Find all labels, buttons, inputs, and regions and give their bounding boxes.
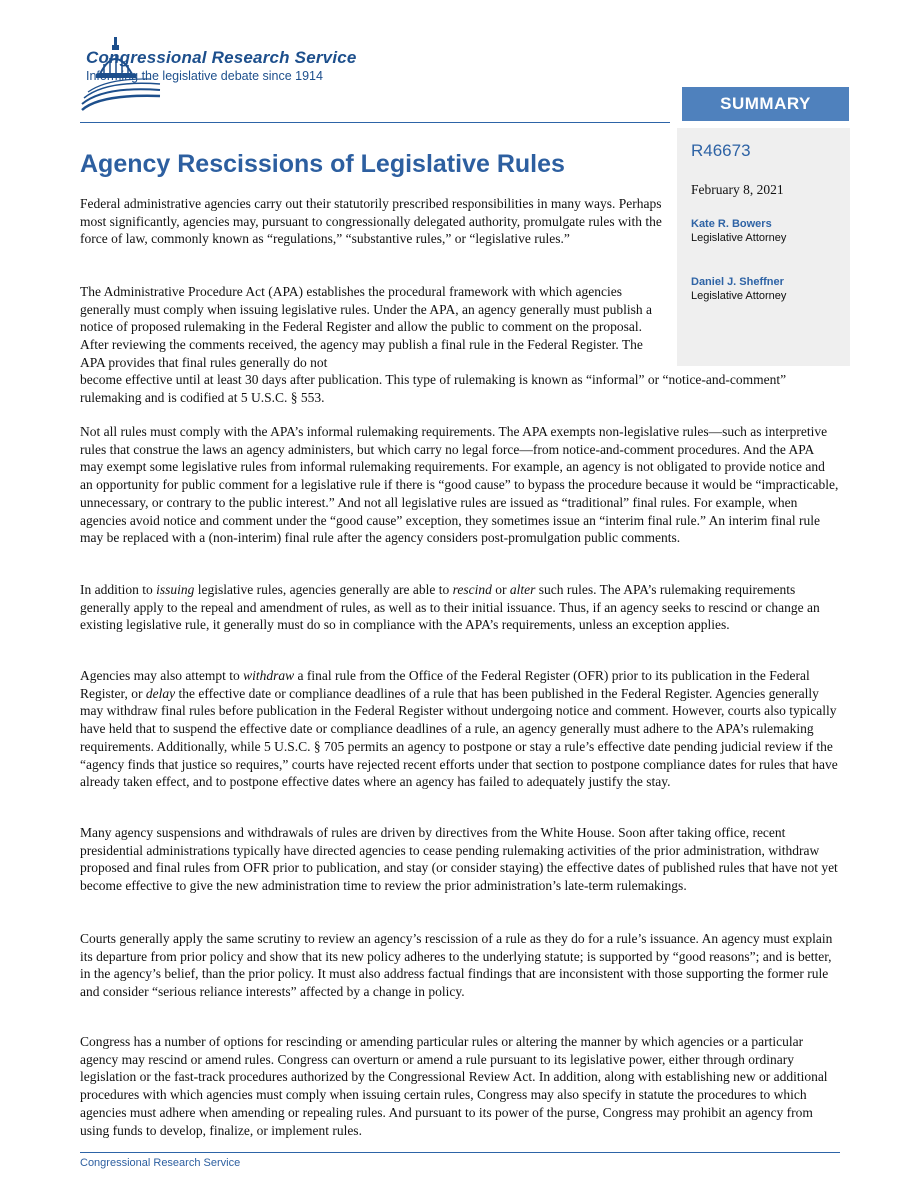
author-name: Daniel J. Sheffner [691,276,784,288]
body-paragraph: Courts generally apply the same scrutiny to review an agency’s rescission of a rule as they do for a rule’s issuance. An agency must explain its departure from prior policy and show that its new policy adheres to the underlying statute; is supported by “good reasons”; and is better, in the agency’s belief, than the prior policy. It must also address factual findings that are inconsistent with those supporting the former rule and consider “serious reliance interests” affected by a change in policy. [80,931,833,1000]
body-paragraph: The Administrative Procedure Act (APA) establishes the procedural framework with which agencies generally must comply when issuing legislative rules. Under the APA, an agency generally must publish a notice of proposed rulemaking in the Federal Register and allow the public to comment on the proposal. After reviewing the comments received, the agency may publish a final rule in the Federal Register. The APA provides that final rules generally do not [80,284,653,370]
body-paragraph: Congress has a number of options for rescinding or amending particular rules or altering the manner by which agencies or a particular agency may rescind or amend rules. Congress can overturn or amend a rule pursuant to its legislative power, either through ordinary legislation or the fast-track procedures authorized by the Congressional Review Act. In addition, along with establishing new or additional procedures with which agencies must comply when issuing certain rules, Congress may also specify in statute the procedures to which agencies must adhere when amending or repealing rules. And pursuant to its power of the purse, Congress may prohibit an agency from using funds to develop, finalize, or implement rules. [80,1034,828,1138]
footer-org-name: Congressional Research Service [80,1157,241,1169]
body-paragraph: In addition to issuing legislative rules, agencies generally are able to rescind or alter such rules. The APA’s rulemaking requirements generally apply to the repeal and amendment of rules, as well as to their initial issuance. Thus, if an agency seeks to rescind or change an existing legislative rule, it generally must do so in compliance with the APA’s requirements, unless an exception applies. [80,582,820,633]
page-title: Agency Rescissions of Legislative Rules [80,150,565,178]
author-title: Legislative Attorney [691,290,787,302]
author-title: Legislative Attorney [691,232,787,244]
body-paragraph: Many agency suspensions and withdrawals of rules are driven by directives from the White House. Soon after taking office, recent presidential administrations typically have directed agencies to cease pending rulemaking activities of the prior administration, withdraw proposed and final rules from OFR prior to publication, and stay (or consider staying) the effective dates of published rules that have not yet become effective to give the new administration time to review the prior administration’s late-term rulemakings. [80,825,838,894]
body-paragraph: become effective until at least 30 days after publication. This type of rulemaking is known as “informal” or “notice-and-comment” rulemaking and is codified at 5 U.S.C. § 553. [80,372,787,405]
author-name: Kate R. Bowers [691,218,772,230]
footer-divider [80,1152,840,1153]
org-tagline: Informing the legislative debate since 1914 [86,69,323,83]
report-date: February 8, 2021 [691,182,784,197]
body-paragraph: Agencies may also attempt to withdraw a final rule from the Office of the Federal Register (OFR) prior to its publication in the Federal Register, or delay the effective date or compliance deadlines of a rule that has been published in the Federal Register. Agencies generally may withdraw final rules before publication in the Federal Register without undergoing notice and comment. However, courts also typically have held that to suspend the effective date or compliance deadlines of a rule, an agency generally must adhere to the APA’s rulemaking requirements. Additionally, while 5 U.S.C. § 705 permits an agency to postpone or stay a rule’s effective date pending judicial review if the “agency finds that justice so requires,” courts have rejected recent efforts under that section to postpone compliance dates for rules that have already taken effect, and to postpone effective dates where an agency has failed to adequately justify the stay. [80,668,838,790]
body-paragraph: Not all rules must comply with the APA’s informal rulemaking requirements. The APA exempts non-legislative rules—such as interpretive rules that construe the laws an agency administers, but which carry no legal force—from notice-and-comment procedures. And the APA may exempt some legislative rules from informal rulemaking requirements. For example, an agency is not obligated to provide notice and an opportunity for public comment for a legislative rule if there is “good cause” to bypass the procedure because it would be “impracticable, unnecessary, or contrary to the public interest.” And not all legislative rules are issued as “traditional” final rules. For example, when agencies avoid notice and comment under the “good cause” exception, they sometimes issue an “interim final rule.” An interim final rule may be replaced with a (non-interim) final rule after the agency considers post-promulgation public comments. [80,424,839,546]
summary-label: SUMMARY [682,87,849,121]
org-name: Congressional Research Service [86,48,357,67]
emphasis: delay [145,685,176,701]
report-number: R46673 [691,141,751,160]
emphasis: withdraw [243,668,295,683]
author-block [691,276,786,302]
header-divider [80,122,670,123]
emphasis: rescind [452,582,492,597]
summary-sidebar [677,128,850,366]
emphasis: issuing [156,582,195,597]
emphasis: alter [509,582,536,597]
author-block [691,218,786,244]
body-paragraph: Federal administrative agencies carry out their statutorily prescribed responsibilities in many ways. Perhaps most significantly, agencies may, pursuant to congressionally delegated authority, promulgate rules with the force of law, commonly known as “regulations,” “substantive rules,” or “legislative rules.” [80,196,662,247]
